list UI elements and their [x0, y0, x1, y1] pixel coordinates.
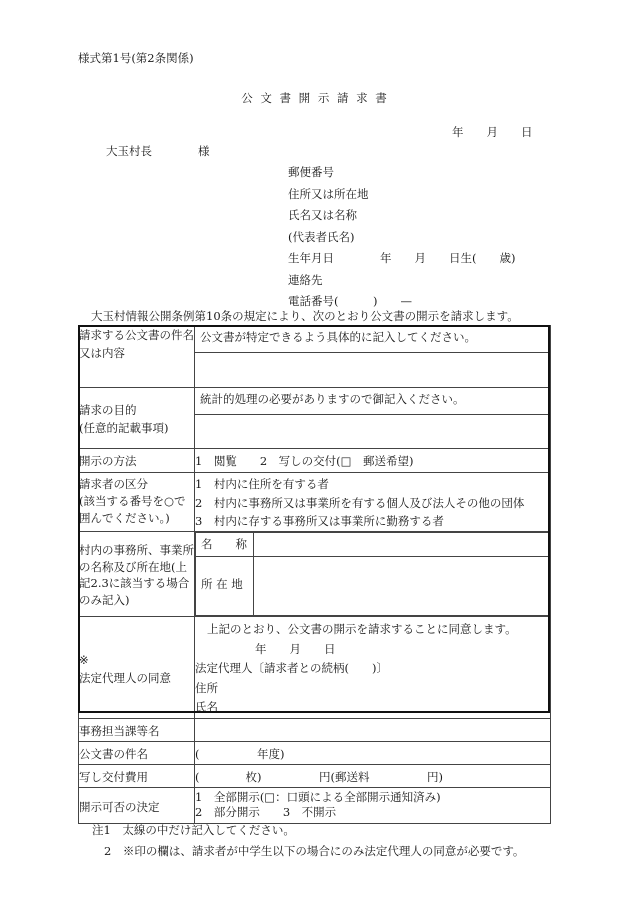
applicant-contact: 連絡先 [288, 272, 323, 287]
doc-name-value: ( 年度) [195, 741, 551, 764]
copy-fee-label: 写し交付費用 [79, 764, 195, 787]
subject-note: 公文書が特定できるよう具体的に記入してください。 [200, 330, 476, 344]
row-decision [79, 787, 551, 823]
guardian-address[interactable]: 住所 [195, 680, 218, 695]
dept-label: 事務担当課等名 [79, 718, 195, 741]
copy-fee-value: ( 枚) 円(郵送料 円) [195, 764, 551, 787]
row-guardian [79, 617, 551, 719]
date-line: 年 月 日 [452, 125, 533, 139]
category-label: 請求者の区分 (該当する番号を○で囲んでください。) [79, 473, 195, 532]
office-label: 村内の事務所、事業所の名称及び所在地(上記2.3に該当する場合のみ記入) [79, 532, 195, 617]
note-1: 注1 太線の中だけ記入してください。 [92, 823, 295, 837]
row-category [79, 473, 551, 532]
guardian-name[interactable]: 氏名 [195, 700, 218, 714]
doc-name-label: 公文書の件名 [79, 741, 195, 764]
category-option-3[interactable]: 3 村内に存する事務所又は事業所に勤務する者 [195, 514, 444, 528]
purpose-input[interactable] [195, 414, 550, 448]
form-number: 様式第1号(第2条関係) [78, 51, 194, 65]
category-option-2[interactable]: 2 村内に事務所又は事業所を有する個人及び法人その他の団体 [195, 495, 525, 510]
office-name-label: 名 称 [196, 533, 254, 557]
row-doc-name [79, 741, 551, 764]
applicant-address: 住所又は所在地 [288, 186, 369, 201]
guardian-label: 法定代理人の同意 [79, 671, 171, 685]
subject-label: 請求する公文書の件名又は内容 [79, 326, 195, 388]
applicant-block [288, 162, 515, 313]
purpose-label: 請求の目的 (任意的記載事項) [79, 388, 195, 449]
request-form-table [78, 325, 551, 824]
row-copy-fee [79, 764, 551, 787]
row-method [79, 449, 551, 473]
applicant-birthdate: 生年月日 年 月 日生( 歳) [288, 251, 516, 265]
row-dept [79, 718, 551, 741]
office-location-label: 所 在 地 [196, 557, 254, 616]
guardian-consent: 上記のとおり、公文書の開示を請求することに同意します。 [207, 622, 517, 636]
dept-value [195, 718, 551, 741]
row-subject [79, 326, 551, 388]
category-option-1[interactable]: 1 村内に住所を有する者 [195, 477, 329, 491]
page-title: 公 文 書 開 示 請 求 書 [241, 91, 389, 105]
decision-line-1: 1 全部開示(□：口頭による全部開示通知済み) [195, 789, 441, 804]
purpose-note: 統計的処理の必要がありますので御記入ください。 [200, 392, 465, 406]
method-label: 開示の方法 [79, 449, 195, 473]
decision-label: 開示可否の決定 [79, 787, 195, 823]
method-options[interactable]: 1 閲覧 2 写しの交付(□ 郵送希望) [195, 449, 551, 473]
guardian-date[interactable]: 年 月 日 [255, 641, 336, 656]
guardian-relation[interactable]: 法定代理人〔請求者との続柄( )〕 [195, 661, 388, 675]
row-purpose [79, 388, 551, 449]
guardian-mark: ※ [79, 653, 89, 667]
subject-input[interactable] [195, 352, 550, 387]
applicant-representative: (代表者氏名) [288, 229, 355, 244]
request-statement: 大玉村情報公開条例第10条の規定により、次のとおり公文書の開示を請求します。 [91, 309, 519, 323]
row-office [79, 532, 551, 617]
applicant-postal: 郵便番号 [288, 165, 334, 179]
office-location-input[interactable] [254, 557, 550, 616]
note-2: 2 ※印の欄は、請求者が中学生以下の場合にのみ法定代理人の同意が必要です。 [104, 844, 525, 858]
addressee: 大玉村長 様 [106, 144, 210, 158]
decision-line-2: 2 部分開示 3 不開示 [195, 805, 337, 819]
applicant-name: 氏名又は名称 [288, 208, 357, 222]
applicant-phone: 電話番号( ) — [288, 294, 412, 308]
office-name-input[interactable] [254, 533, 550, 557]
